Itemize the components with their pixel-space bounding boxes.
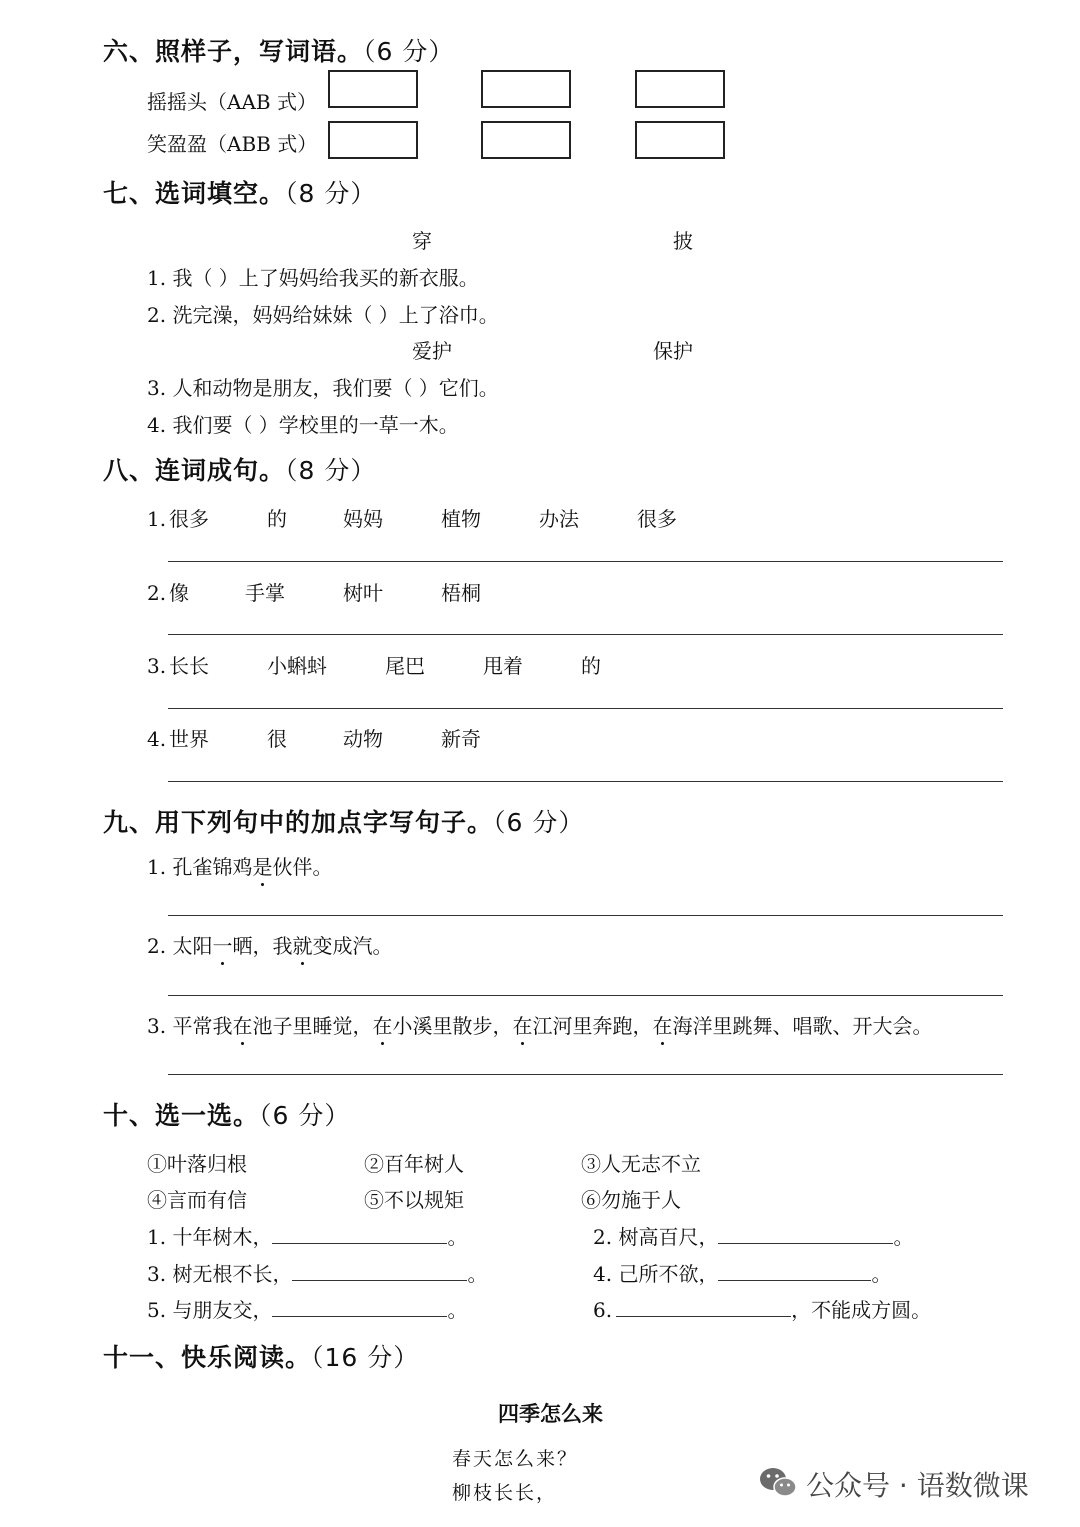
text: 1. 十年树木，	[147, 1225, 273, 1249]
word: 手掌	[245, 581, 285, 605]
fill-blank[interactable]	[718, 1225, 893, 1244]
answer-line[interactable]	[168, 561, 1003, 562]
s7-q1: 1. 我（ ）上了妈妈给我买的新衣服。	[147, 266, 479, 290]
dotted-char: 在	[652, 1010, 672, 1039]
heading-score: （16 分）	[311, 1343, 420, 1372]
heading-text: 十一、快乐阅读。	[103, 1343, 312, 1372]
word-choice: 穿	[412, 229, 432, 253]
word-choice: 保护	[653, 339, 693, 363]
option: ④言而有信	[147, 1188, 247, 1212]
word: 像	[169, 581, 189, 605]
heading-text: 七、选词填空。	[103, 179, 286, 208]
word: 的	[267, 507, 287, 531]
wechat-icon	[758, 1466, 798, 1498]
item-number: 2.	[147, 581, 167, 605]
section-7-heading	[103, 174, 376, 210]
s7-q4: 4. 我们要（ ）学校里的一草一木。	[147, 413, 459, 437]
text: 海洋里跳舞、唱歌、开大会。	[672, 1014, 933, 1038]
word: 很多	[169, 507, 209, 531]
word: 办法	[539, 507, 579, 531]
text: 1. 孔雀锦鸡	[147, 855, 253, 879]
word: 妈妈	[343, 507, 383, 531]
text: 。	[447, 1298, 468, 1322]
answer-box[interactable]	[328, 121, 418, 159]
item-number: 4.	[147, 727, 167, 751]
word: 世界	[169, 727, 209, 751]
dotted-char: 在	[372, 1010, 392, 1039]
text: 江河里奔跑，	[532, 1014, 653, 1038]
poem-line: 春天怎么来？	[452, 1448, 579, 1470]
option: ③人无志不立	[581, 1152, 701, 1176]
s7-q2: 2. 洗完澡，妈妈给妹妹（ ）上了浴巾。	[147, 303, 499, 327]
s8-item-2	[147, 577, 481, 606]
section-8-heading	[103, 451, 376, 487]
dotted-char: 是	[252, 851, 272, 880]
s10-q3	[147, 1258, 487, 1287]
dotted-char: 在	[512, 1010, 532, 1039]
text: 。	[893, 1225, 914, 1249]
text: 。	[871, 1262, 892, 1286]
s7-q3: 3. 人和动物是朋友，我们要（ ）它们。	[147, 376, 499, 400]
s8-item-1	[147, 503, 677, 532]
item-number: 1.	[147, 507, 167, 531]
option: ②百年树人	[364, 1152, 464, 1176]
text: 6.	[593, 1298, 613, 1322]
word: 长长	[169, 654, 209, 678]
word: 很	[267, 727, 287, 751]
answer-box[interactable]	[635, 121, 725, 159]
fill-blank[interactable]	[616, 1298, 791, 1317]
dotted-char: 一	[212, 930, 232, 959]
text: 2. 树高百尺，	[593, 1225, 719, 1249]
s8-item-3	[147, 650, 601, 679]
heading-score: （6 分）	[363, 37, 455, 66]
text: 变成汽。	[312, 934, 393, 958]
poem-line: 柳枝长长，	[452, 1482, 558, 1504]
text: 小溪里散步，	[392, 1014, 513, 1038]
reading-title: 四季怎么来	[498, 1402, 603, 1426]
fill-blank[interactable]	[272, 1225, 447, 1244]
word-choice: 披	[673, 229, 693, 253]
word: 小蝌蚪	[267, 654, 327, 678]
s9-q3	[147, 1010, 932, 1039]
answer-line[interactable]	[168, 995, 1003, 996]
answer-box[interactable]	[481, 121, 571, 159]
s9-q2	[147, 930, 392, 959]
word-choice: 爱护	[412, 339, 452, 363]
word: 树叶	[343, 581, 383, 605]
s9-q1	[147, 851, 332, 880]
answer-line[interactable]	[168, 915, 1003, 916]
text: 3. 平常我	[147, 1014, 233, 1038]
fill-blank[interactable]	[272, 1298, 447, 1317]
section-10-heading	[103, 1096, 350, 1132]
text: 2. 太阳	[147, 934, 213, 958]
heading-score: （8 分）	[285, 179, 377, 208]
s10-q2	[593, 1221, 913, 1250]
option: ①叶落归根	[147, 1152, 247, 1176]
word: 新奇	[441, 727, 481, 751]
answer-line[interactable]	[168, 1074, 1003, 1075]
word: 动物	[343, 727, 383, 751]
heading-text: 八、连词成句。	[103, 456, 286, 485]
answer-box[interactable]	[328, 70, 418, 108]
text: ，不能成方圆。	[791, 1298, 932, 1322]
text: 伙伴。	[272, 855, 333, 879]
text: 池子里睡觉，	[252, 1014, 373, 1038]
word: 植物	[441, 507, 481, 531]
text: 。	[447, 1225, 468, 1249]
s6-row2-label: 笑盈盈（ABB 式）	[147, 132, 318, 156]
word: 尾巴	[385, 654, 425, 678]
s10-q5	[147, 1294, 467, 1323]
heading-score: （6 分）	[259, 1101, 351, 1130]
heading-score: （8 分）	[285, 456, 377, 485]
watermark-text: 公众号 · 语数微课	[806, 1469, 1029, 1502]
heading-text: 九、用下列句中的加点字写句子。	[103, 808, 494, 837]
s6-row1-label: 摇摇头（AAB 式）	[147, 90, 317, 114]
answer-line[interactable]	[168, 634, 1003, 635]
word: 很多	[637, 507, 677, 531]
dotted-char: 就	[292, 930, 312, 959]
text: 3. 树无根不长，	[147, 1262, 293, 1286]
s10-q6	[593, 1294, 931, 1323]
fill-blank[interactable]	[292, 1262, 467, 1281]
fill-blank[interactable]	[718, 1262, 871, 1281]
s10-q1	[147, 1221, 467, 1250]
section-6-heading	[103, 32, 454, 68]
text: 4. 己所不欲，	[593, 1262, 719, 1286]
item-number: 3.	[147, 654, 167, 678]
dotted-char: 在	[232, 1010, 252, 1039]
answer-box[interactable]	[481, 70, 571, 108]
option: ⑤不以规矩	[364, 1188, 464, 1212]
s10-q4	[593, 1258, 891, 1287]
word: 甩着	[483, 654, 523, 678]
heading-score: （6 分）	[493, 808, 585, 837]
word: 梧桐	[441, 581, 481, 605]
answer-line[interactable]	[168, 708, 1003, 709]
s8-item-4	[147, 723, 481, 752]
text: 晒，我	[232, 934, 293, 958]
text: 。	[467, 1262, 488, 1286]
section-11-heading	[103, 1338, 419, 1374]
heading-text: 十、选一选。	[103, 1101, 260, 1130]
word: 的	[581, 654, 601, 678]
option: ⑥勿施于人	[581, 1188, 681, 1212]
heading-text: 六、照样子，写词语。	[103, 37, 364, 66]
section-9-heading	[103, 803, 584, 839]
answer-line[interactable]	[168, 781, 1003, 782]
answer-box[interactable]	[635, 70, 725, 108]
text: 5. 与朋友交，	[147, 1298, 273, 1322]
